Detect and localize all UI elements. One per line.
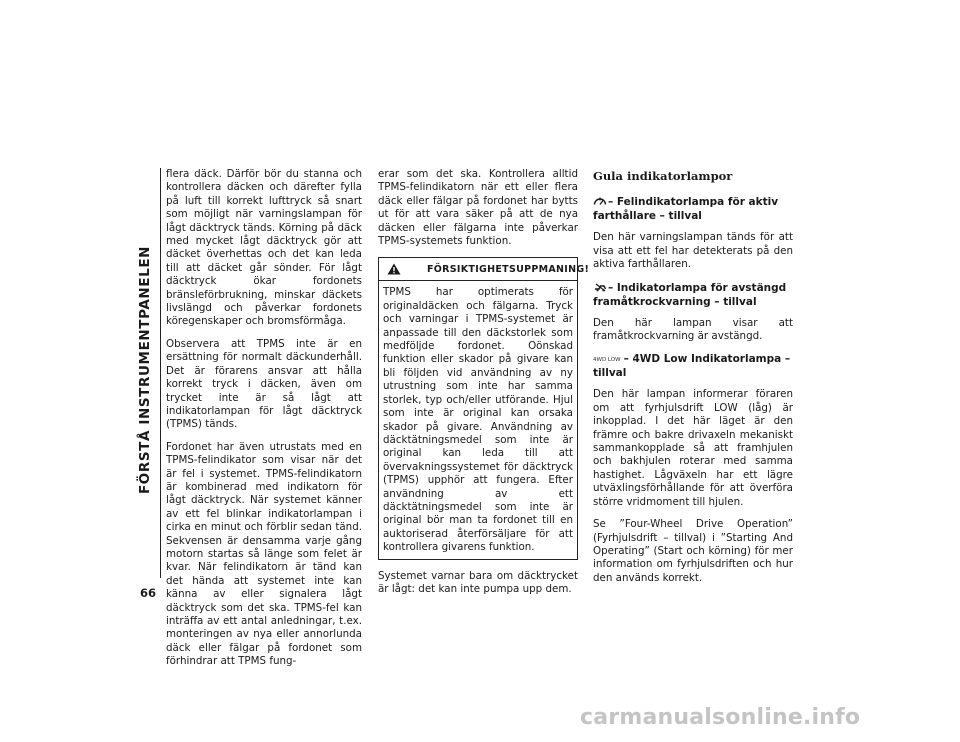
column-1	[166, 168, 362, 678]
section-title-text: FÖRSTÅ INSTRUMENTPANELEN	[137, 245, 153, 495]
paragraph: erar som det ska. Kontrollera alltid TPMS-felindikatorn när ett eller flera däck eller fälgar på fordonet har bytts ut för att vara säker på att de nya däcken eller fälgarna inte påverkar TPMS-systemets funktion.	[378, 168, 578, 248]
caution-text: TPMS har optimerats för originaldäcken och fälgarna. Tryck och varningar i TPMS-systemet är anpassade till den däckstorlek som medföljde fordonet. Oönskad funktion eller skador på givare kan bli följden vid användning av ny utrustning som inte har samma storlek, typ och/eller utförande. Hjul som inte är original kan orsaka skador på givare. Användning av däcktätningsmedel som inte är original kan leda till att övervakningssystemet för däcktryck (TPMS) upphör att fungera. Efter användning av ett däcktätningsmedel som inte är original bör man ta fordonet till en auktoriserad återförsäljare för att kontrollera givarens funktion.	[383, 286, 573, 554]
forward-collision-off-icon	[593, 282, 607, 292]
paragraph: Observera att TPMS inte är en ersättning för normalt däckunderhåll. Det är förarens ansvar att hålla korrekt tryck i däcken, även om trycket inte är så lågt att indikatorlampan för lågt däcktryck (TPMS) tänds.	[166, 337, 362, 431]
page-number: 66	[140, 586, 157, 600]
watermark: carmanualsonline.info	[580, 705, 861, 730]
column-3	[593, 168, 793, 594]
paragraph: Se ”Four-Wheel Drive Operation” (Fyrhjulsdrift – tillval) i ”Starting And Operating” (Start och körning) för mer information om fyrhjulsdriften och hur den används korrekt.	[593, 518, 793, 584]
side-rule	[160, 168, 161, 578]
paragraph: Den här lampan visar att framåtkrockvarning är avstängd.	[593, 316, 793, 343]
caution-header	[379, 258, 590, 281]
subsection-title-text: – Indikatorlampa för avstängd framåtkrockvarning – tillval	[593, 281, 787, 308]
column-2	[378, 168, 590, 605]
subsection-title-text: – 4WD Low Indikatorlampa – tillval	[593, 353, 791, 380]
caution-body	[379, 281, 577, 558]
subsection-title	[593, 195, 793, 223]
cruise-control-fault-icon	[593, 196, 607, 206]
subsection-title-text: – Felindikatorlampa för aktiv farthållare – tillval	[593, 196, 779, 223]
caution-box	[378, 257, 590, 559]
paragraph: flera däck. Därför bör du stanna och kontrollera däcken och därefter fylla på luft till korrekt lufttryck så snart som möjligt när varningslampan för lågt däcktryck tänds. Körning på däck med mycket lågt däcktryck gör att däcket överhettas och det kan leda till att däcket går sönder. För lågt däcktryck ökar fordonets bränsleförbrukning, minskar däckets livslängd och påverkar fordonets köregenskaper och bromsförmåga.	[166, 168, 362, 328]
subsection-title	[593, 352, 793, 380]
caution-title: FÖRSIKTIGHETSUPPMANING!	[427, 264, 590, 276]
section-heading: Gula indikatorlampor	[593, 169, 733, 183]
paragraph: Den här lampan informerar föraren om att fyrhjulsdrift LOW (låg) är inkopplad. I det här läget är den främre och bakre drivaxeln mekaniskt sammankopplade så att framhjulen och bakhjulen roterar med samma hastighet. Lågväxeln har ett lägre utväxlingsförhållande för att överföra större vridmoment till hjulen.	[593, 388, 793, 508]
section-title	[130, 170, 160, 570]
4wd-low-icon: 4WD LOW	[593, 357, 621, 364]
warning-triangle-icon	[387, 263, 401, 275]
paragraph: Fordonet har även utrustats med en TPMS-felindikator som visar när det är fel i systemet. TPMS-felindikatorn är kombinerad med indikatorn för lågt däcktryck. När systemet känner av ett fel blinkar indikatorlampan i cirka en minut och förblir sedan tänd. Sekvensen är densamma varje gång motorn startas så länge som felet är kvar. När felindikatorn är tänd kan det hända att systemet inte kan känna av eller signalera lågt däcktryck som det ska. TPMS-fel kan inträffa av ett antal anledningar, t.ex. monteringen av nya eller annorlunda däck eller fälgar på fordonet som förhindrar att TPMS fung-	[166, 440, 362, 668]
paragraph: Systemet varnar bara om däcktrycket är lågt: det kan inte pumpa upp dem.	[378, 569, 578, 595]
paragraph: Den här varningslampan tänds för att visa att ett fel har detekterats på den aktiva farthållaren.	[593, 231, 793, 271]
subsection-title	[593, 281, 793, 309]
